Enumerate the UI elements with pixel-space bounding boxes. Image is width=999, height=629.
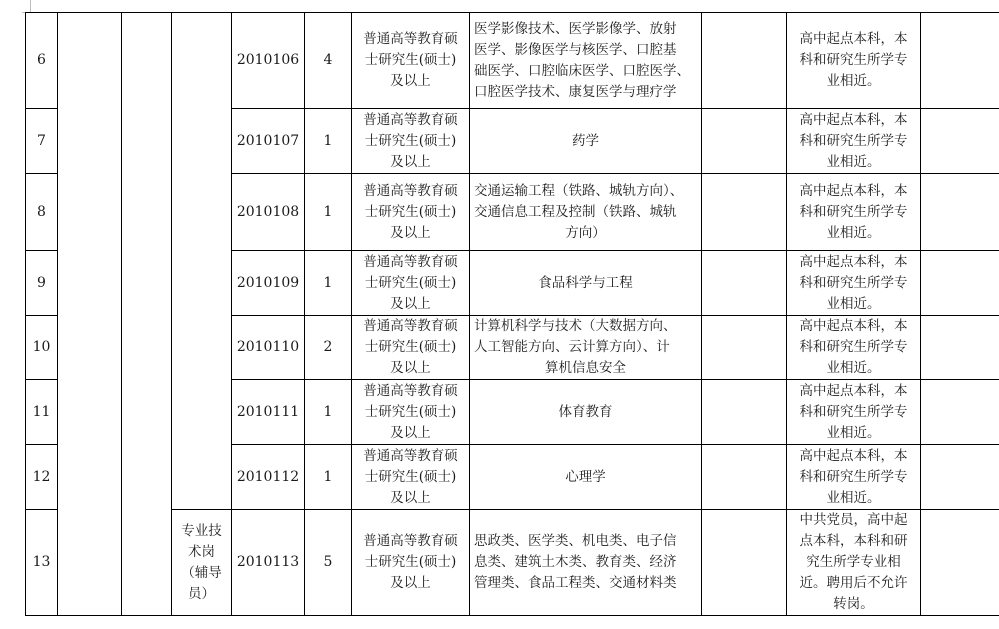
requirement-cell — [787, 380, 921, 445]
seq-cell: 13 — [26, 510, 58, 616]
cell-line: 药学 — [572, 132, 599, 149]
cell-line: 业相近。 — [826, 224, 881, 241]
cell-line: 业相近。 — [826, 489, 881, 506]
cell-line: 及以上 — [390, 224, 431, 241]
cell-line: 普通高等教育硕 — [363, 111, 458, 128]
cell-line: 科和研究生所学专 — [799, 403, 908, 420]
count-cell: 4 — [305, 13, 352, 109]
cell-line: 算机信息安全 — [545, 360, 626, 376]
cell-line: 医学影像技术、医学影像学、放射 — [474, 20, 677, 37]
seq-cell: 6 — [26, 13, 58, 109]
cell-line: 究生所学专业相 — [806, 554, 901, 570]
cell-line: 医学、影像医学与核医学、口腔基 — [474, 41, 677, 58]
cell-line: （辅导 — [181, 564, 222, 581]
cell-line: 及以上 — [390, 489, 431, 506]
count-cell: 5 — [305, 510, 352, 616]
cell-line: 高中起点本科，本 — [799, 318, 908, 334]
code-cell: 2010109 — [232, 251, 305, 316]
cell-line: 业相近。 — [826, 424, 881, 441]
requirement-cell — [787, 13, 921, 109]
requirement-cell — [787, 109, 921, 174]
requirement-cell — [787, 510, 921, 616]
major-cell — [470, 445, 702, 510]
recruitment-table — [25, 12, 999, 616]
cell-line: 士研究生(硕士) — [364, 403, 457, 420]
requirement-cell — [787, 174, 921, 251]
code-cell: 2010108 — [232, 174, 305, 251]
blank-cell — [702, 251, 787, 316]
blank-cell — [702, 445, 787, 510]
cell-line: 高中起点本科，本 — [799, 182, 908, 199]
cell-line: 专业技 — [181, 522, 222, 539]
remark-cell — [921, 380, 999, 445]
cell-line: 业相近。 — [826, 360, 881, 376]
cell-line: 科和研究生所学专 — [799, 274, 908, 291]
cell-line: 口腔医学技术、康复医学与理疗学 — [474, 83, 677, 100]
count-cell: 1 — [305, 251, 352, 316]
count-cell: 1 — [305, 445, 352, 510]
cell-line: 交通运输工程（铁路、城轨方向）、 — [474, 182, 684, 199]
cell-line: 及以上 — [390, 575, 431, 591]
code-cell: 2010110 — [232, 316, 305, 380]
cell-line: 转岗。 — [833, 596, 874, 612]
cell-line: 士研究生(硕士) — [364, 339, 457, 355]
code-cell: 2010112 — [232, 445, 305, 510]
education-cell — [352, 13, 470, 109]
table-row — [26, 13, 999, 109]
blank-cell — [702, 109, 787, 174]
cell-line: 业相近。 — [826, 295, 881, 312]
remark-cell — [921, 510, 999, 616]
cell-line: 士研究生(硕士) — [364, 203, 457, 220]
cell-line: 体育教育 — [558, 403, 613, 420]
requirement-cell — [787, 316, 921, 380]
cell-line: 近。聘用后不允许 — [799, 575, 908, 591]
cell-line: 心理学 — [565, 468, 606, 485]
cell-line: 普通高等教育硕 — [363, 182, 458, 199]
remark-cell — [921, 109, 999, 174]
cell-line: 及以上 — [390, 360, 431, 376]
seq-cell: 11 — [26, 380, 58, 445]
cell-line: 术岗 — [188, 543, 215, 560]
cell-line: 及以上 — [390, 424, 431, 441]
cell-line: 管理类、食品工程类、交通材料类 — [474, 575, 677, 591]
cell-line: 高中起点本科，本 — [799, 253, 908, 270]
cell-line: 业相近。 — [826, 153, 881, 170]
major-cell — [470, 316, 702, 380]
cell-line: 员） — [188, 585, 215, 602]
major-cell — [470, 510, 702, 616]
cell-line: 中共党员，高中起 — [799, 512, 908, 528]
cell-line: 及以上 — [390, 153, 431, 170]
cell-line: 科和研究生所学专 — [799, 132, 908, 149]
major-cell — [470, 109, 702, 174]
cell-line: 高中起点本科，本 — [799, 382, 908, 399]
cell-line: 普通高等教育硕 — [363, 533, 458, 549]
blank-cell — [702, 13, 787, 109]
remark-cell — [921, 251, 999, 316]
code-cell: 2010106 — [232, 13, 305, 109]
remark-cell — [921, 316, 999, 380]
cell-line: 普通高等教育硕 — [363, 382, 458, 399]
count-cell: 1 — [305, 380, 352, 445]
count-cell: 1 — [305, 174, 352, 251]
education-cell — [352, 251, 470, 316]
seq-cell: 8 — [26, 174, 58, 251]
requirement-cell — [787, 251, 921, 316]
cell-line: 础医学、口腔临床医学、口腔医学、 — [474, 62, 690, 79]
cell-line: 士研究生(硕士) — [364, 554, 457, 570]
major-cell — [470, 380, 702, 445]
position-cell — [172, 13, 232, 510]
cell-line: 及以上 — [390, 73, 431, 89]
code-cell: 2010111 — [232, 380, 305, 445]
education-cell — [352, 174, 470, 251]
requirement-cell — [787, 445, 921, 510]
seq-cell: 10 — [26, 316, 58, 380]
education-cell — [352, 109, 470, 174]
cell-line: 业相近。 — [826, 73, 881, 89]
cell-line: 点本科，本科和研 — [799, 533, 908, 549]
code-cell: 2010107 — [232, 109, 305, 174]
remark-cell — [921, 445, 999, 510]
blank-cell — [702, 510, 787, 616]
position-cell — [172, 510, 232, 616]
cell-line: 高中起点本科，本 — [799, 31, 908, 47]
education-cell — [352, 316, 470, 380]
cell-line: 计算机科学与技术（大数据方向、 — [474, 318, 677, 334]
code-cell: 2010113 — [232, 510, 305, 616]
cell-line: 士研究生(硕士) — [364, 132, 457, 149]
cell-line: 普通高等教育硕 — [363, 253, 458, 270]
count-cell: 1 — [305, 109, 352, 174]
cell-line: 高中起点本科，本 — [799, 447, 908, 464]
major-cell — [470, 251, 702, 316]
cell-line: 科和研究生所学专 — [799, 52, 908, 68]
seq-cell: 7 — [26, 109, 58, 174]
count-cell: 2 — [305, 316, 352, 380]
cell-line: 食品科学与工程 — [538, 274, 633, 291]
remark-cell — [921, 174, 999, 251]
unit-cell — [58, 13, 122, 616]
dept-cell — [122, 13, 172, 616]
cell-line: 科和研究生所学专 — [799, 468, 908, 485]
cell-line: 方向） — [565, 224, 606, 241]
cell-line: 思政类、医学类、机电类、电子信 — [474, 533, 677, 549]
cell-line: 士研究生(硕士) — [364, 52, 457, 68]
education-cell — [352, 510, 470, 616]
seq-cell: 9 — [26, 251, 58, 316]
education-cell — [352, 445, 470, 510]
blank-cell — [702, 174, 787, 251]
cell-line: 科和研究生所学专 — [799, 203, 908, 220]
blank-cell — [702, 316, 787, 380]
blank-cell — [702, 380, 787, 445]
cell-line: 士研究生(硕士) — [364, 274, 457, 291]
cell-line: 高中起点本科，本 — [799, 111, 908, 128]
cell-line: 交通信息工程及控制（铁路、城轨 — [474, 203, 677, 220]
cell-line: 科和研究生所学专 — [799, 339, 908, 355]
cell-line: 息类、建筑土木类、教育类、经济 — [474, 554, 677, 570]
seq-cell: 12 — [26, 445, 58, 510]
table-row — [26, 510, 999, 616]
major-cell — [470, 13, 702, 109]
cell-line: 普通高等教育硕 — [363, 31, 458, 47]
remark-cell — [921, 13, 999, 109]
cell-line: 士研究生(硕士) — [364, 468, 457, 485]
cell-line: 人工智能方向、云计算方向）、计 — [474, 339, 670, 355]
cell-line: 普通高等教育硕 — [363, 447, 458, 464]
major-cell — [470, 174, 702, 251]
education-cell — [352, 380, 470, 445]
cell-line: 普通高等教育硕 — [363, 318, 458, 334]
cell-line: 及以上 — [390, 295, 431, 312]
